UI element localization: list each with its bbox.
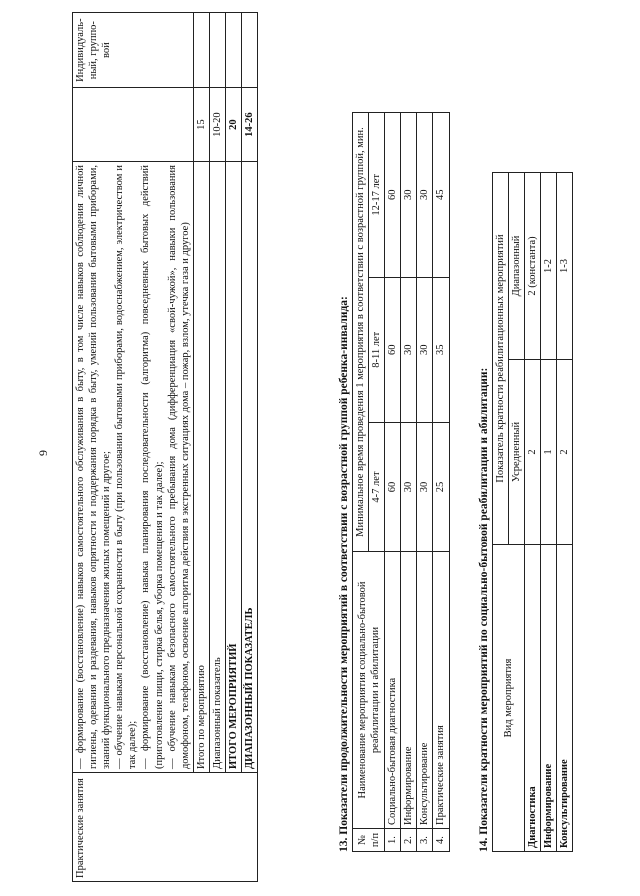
row-name: Социально-бытовая диагностика bbox=[385, 552, 401, 829]
content-paragraph: — обучение навыкам персональной сохранности в быту (при пользовании бытовыми приборами, водоснабжением, электричеством и так далее); bbox=[114, 165, 139, 770]
content-paragraph: — формирование (восстановление) навыков самостоятельного обслуживания в быту, в том числе навыков соблюдения личной гигиены, одевания и раздевания, навыков опрятности и поддержания порядка в быту, умений пользования бытовыми приборами, знаний функционального предназначения жилых помещений и другое; bbox=[75, 165, 113, 770]
activity-content-cell bbox=[73, 162, 194, 773]
row-value: 60 bbox=[385, 277, 401, 422]
row-name: Информирование bbox=[541, 545, 557, 852]
table-row bbox=[433, 113, 449, 852]
summary-value: 14-26 bbox=[242, 88, 258, 162]
summary-value: 10-20 bbox=[209, 88, 225, 162]
page-number: 9 bbox=[36, 450, 50, 456]
frequency-table bbox=[492, 172, 573, 852]
table-row bbox=[73, 13, 194, 882]
table-row bbox=[226, 13, 242, 882]
header-avg: Усредненный bbox=[509, 359, 525, 544]
row-value: 2 (константа) bbox=[525, 173, 541, 360]
row-value: 30 bbox=[401, 277, 417, 422]
table-header-row bbox=[353, 113, 369, 852]
header-age-2: 8-11 лет bbox=[369, 277, 385, 422]
table-header-row bbox=[493, 173, 509, 852]
row-num: 4. bbox=[433, 829, 449, 852]
row-value: 1-2 bbox=[541, 173, 557, 360]
section-13-title: 13. Показатели продолжительности мероприятий в соответствии с возрастной группой ребенка-инвалида: bbox=[338, 296, 350, 852]
row-name: Диагностика bbox=[525, 545, 541, 852]
row-num: 3. bbox=[417, 829, 433, 852]
summary-value: 20 bbox=[226, 88, 242, 162]
row-num: 1. bbox=[385, 829, 401, 852]
empty-cell bbox=[226, 13, 242, 88]
row-value: 1-3 bbox=[557, 173, 573, 360]
row-value: 30 bbox=[401, 113, 417, 278]
table-row bbox=[401, 113, 417, 852]
row-name: Информирование bbox=[401, 552, 417, 829]
header-group: Показатель кратности реабилитационных мероприятий bbox=[493, 173, 509, 545]
table-row bbox=[385, 113, 401, 852]
row-value: 60 bbox=[385, 423, 401, 552]
activity-name-cell: Практические занятия bbox=[73, 773, 258, 882]
header-time: Минимальное время проведения 1 мероприятия в соответствии с возрастной группой, мин. bbox=[353, 113, 369, 552]
summary-label: ДИАПАЗОННЫЙ ПОКАЗАТЕЛЬ bbox=[242, 162, 258, 773]
header-num: № п/п bbox=[353, 829, 385, 852]
row-value: 35 bbox=[433, 277, 449, 422]
row-name: Практические занятия bbox=[433, 552, 449, 829]
empty-cell bbox=[242, 13, 258, 88]
section-14-title: 14. Показатели кратности мероприятий по социально-бытовой реабилитации и абилитации: bbox=[478, 367, 490, 852]
empty-cell bbox=[209, 13, 225, 88]
summary-value: 15 bbox=[193, 88, 209, 162]
header-age-3: 12-17 лет bbox=[369, 113, 385, 278]
row-num: 2. bbox=[401, 829, 417, 852]
summary-label: Итого по мероприятию bbox=[193, 162, 209, 773]
table-row bbox=[541, 173, 557, 852]
summary-label: ИТОГО МЕРОПРИЯТИЙ bbox=[226, 162, 242, 773]
row-value: 30 bbox=[401, 423, 417, 552]
row-value: 25 bbox=[433, 423, 449, 552]
table-row bbox=[242, 13, 258, 882]
table-row bbox=[417, 113, 433, 852]
row-value: 2 bbox=[557, 359, 573, 544]
header-range: Диапазонный bbox=[509, 173, 525, 360]
row-value: 30 bbox=[417, 277, 433, 422]
content-paragraph: — обучение навыкам безопасного самостоятельного пребывания дома (дифференциация «свой-чужой», навыки пользования домофоном, телефоном, освоение алгоритма действия в экстренных ситуациях дома – пожар, взлом, утечка газа и другое) bbox=[166, 165, 191, 770]
content-paragraph: — формирование (восстановление) навыка планирования последовательности (алгоритма) повседневных бытовых действий (приготовление пищи, стирка белья, уборка помещения и так далее); bbox=[140, 165, 165, 770]
table-row bbox=[557, 173, 573, 852]
summary-label: Диапазонный показатель bbox=[209, 162, 225, 773]
row-value: 1 bbox=[541, 359, 557, 544]
row-value: 30 bbox=[417, 113, 433, 278]
table-row bbox=[193, 13, 209, 882]
header-name: Наименование мероприятия социально-бытовой реабилитации и абилитации bbox=[353, 552, 385, 829]
activity-details-table bbox=[72, 12, 258, 882]
row-value: 30 bbox=[417, 423, 433, 552]
empty-cell bbox=[193, 13, 209, 88]
header-name: Вид мероприятия bbox=[493, 545, 525, 852]
row-value: 60 bbox=[385, 113, 401, 278]
row-name: Консультирование bbox=[417, 552, 433, 829]
form-cell: Индивидуаль-ный, группо-вой bbox=[73, 13, 194, 88]
table-row bbox=[209, 13, 225, 882]
row-value: 2 bbox=[525, 359, 541, 544]
row-name: Консультирование bbox=[557, 545, 573, 852]
header-age-1: 4-7 лет bbox=[369, 423, 385, 552]
row-value: 45 bbox=[433, 113, 449, 278]
empty-cell bbox=[73, 88, 194, 162]
table-row bbox=[525, 173, 541, 852]
duration-table bbox=[352, 112, 450, 852]
